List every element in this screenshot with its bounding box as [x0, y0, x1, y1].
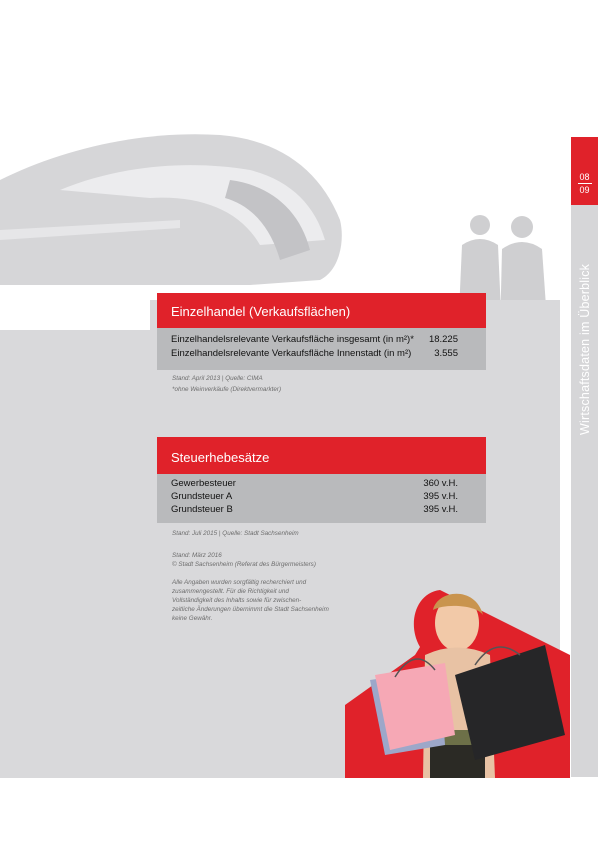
imprint-stand: Stand: März 2016	[172, 552, 222, 559]
page-number-divider	[578, 183, 592, 184]
retail-source: Stand: April 2013 | Quelle: CIMA	[172, 375, 263, 382]
row-label: Grundsteuer A	[171, 491, 233, 502]
disclaimer-line: zusammengestellt. Für die Richtigkeit und	[172, 588, 289, 595]
shopping-woman-photo	[345, 585, 570, 778]
row-value: 395 v.H.	[423, 491, 458, 502]
page-number	[571, 172, 598, 195]
table-row	[171, 491, 458, 505]
disclaimer-line: zeitliche Änderungen übernimmt die Stadt Sachsenheim	[172, 606, 329, 613]
retail-table	[157, 328, 486, 370]
retail-footnote: *ohne Weinverkäufe (Direktvermarkter)	[172, 386, 282, 393]
row-value: 3.555	[434, 348, 458, 359]
row-label: Einzelhandelsrelevante Verkaufsfläche Innenstadt (in m²)	[171, 348, 412, 359]
tax-table	[157, 474, 486, 523]
row-value: 395 v.H.	[423, 504, 458, 515]
retail-header	[157, 293, 486, 328]
table-row	[171, 504, 458, 518]
row-label: Grundsteuer B	[171, 504, 233, 515]
sidebar	[571, 137, 598, 777]
tax-source: Stand: Juli 2015 | Quelle: Stadt Sachsenheim	[172, 530, 299, 537]
tax-header	[157, 437, 486, 474]
row-label: Gewerbesteuer	[171, 478, 236, 489]
retail-heading: Einzelhandel (Verkaufsflächen)	[171, 304, 351, 319]
disclaimer-line: keine Gewähr.	[172, 615, 213, 622]
table-row	[171, 334, 458, 348]
page-number-left: 08	[579, 172, 590, 182]
row-value: 18.225	[428, 334, 458, 345]
disclaimer-line: Alle Angaben wurden sorgfältig recherchiert und	[172, 579, 307, 586]
row-label: Einzelhandelsrelevante Verkaufsfläche insgesamt (in m²)*	[171, 334, 414, 345]
table-row	[171, 478, 458, 492]
row-value: 360 v.H.	[423, 478, 458, 489]
table-row	[171, 348, 458, 362]
page-number-right: 09	[579, 185, 590, 195]
train-illustration	[0, 110, 360, 310]
disclaimer-line: Vollständigkeit des Inhalts sowie für zwischen-	[172, 597, 302, 604]
tax-heading: Steuerhebesätze	[171, 450, 270, 465]
imprint-copyright: © Stadt Sachsenheim (Referat des Bürgermeisters)	[172, 561, 316, 568]
